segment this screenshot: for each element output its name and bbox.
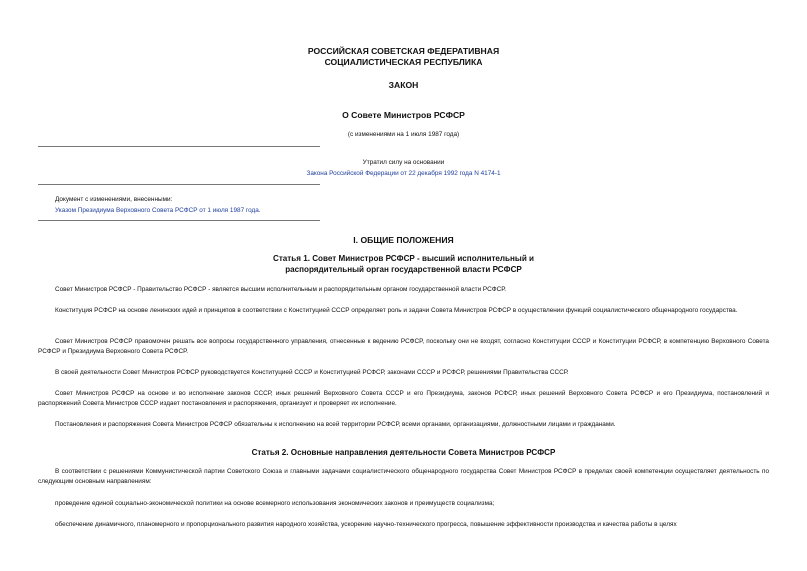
amendments-note: (с изменениями на 1 июля 1987 года): [347, 131, 460, 138]
article1-paragraph: Совет Министров РСФСР - Правительство РСФСР - является высшим исполнительным и распорядительным органом государственной власти РСФСР.: [55, 286, 507, 293]
article1-title-line2: распорядительный орган государственной власти РСФСР: [285, 265, 522, 274]
article2-paragraph: В соответствии с решениями Коммунистической партии Советского Союза и главными задачами социалистического общенародного государства Совет Министров РСФСР в пределах своей компетенции осуществляет деятельность по следующим основным направлениям:: [38, 468, 769, 485]
lost-force-note: Утратил силу на основании: [362, 159, 445, 166]
divider-changes-top: [38, 184, 320, 185]
state-name-line1: РОССИЙСКАЯ СОВЕТСКАЯ ФЕДЕРАТИВНАЯ: [307, 46, 500, 56]
article2-paragraph: проведение единой социально-экономической политики на основе всемерного использования экономических законов и преимуществ социализма;: [55, 500, 495, 507]
article1-paragraph: Совет Министров РСФСР на основе и во исполнение законов СССР, иных решений Верховного Совета СССР и его Президиума, законов РСФСР, иных решений Верховного Совета РСФСР и его Президиума, постановлений и распоряжений Совета Министров СССР издает постановления и распоряжения, организует и проверяет их исполнение.: [38, 390, 769, 407]
document-title: О Совете Министров РСФСР: [342, 110, 465, 120]
divider-top: [38, 146, 320, 147]
changes-decree-link[interactable]: Указом Президиума Верховного Совета РСФСР от 1 июля 1987 года.: [55, 207, 261, 214]
article2-title: Статья 2. Основные направления деятельности Совета Министров РСФСР: [251, 448, 556, 457]
divider-changes-bottom: [38, 220, 320, 221]
repeal-basis-link[interactable]: Закона Российской Федерации от 22 декабря 1992 года N 4174-1: [306, 170, 501, 177]
state-name-line2: СОЦИАЛИСТИЧЕСКАЯ РЕСПУБЛИКА: [324, 57, 483, 67]
section-title: I. ОБЩИЕ ПОЛОЖЕНИЯ: [353, 235, 454, 245]
article2-paragraph: обеспечение динамичного, планомерного и пропорционального развития народного хозяйства, ускорение научно-технического прогресса, повышение эффективности производства и качества работы в целях: [55, 521, 677, 528]
changes-label: Документ с изменениями, внесенными:: [55, 196, 173, 203]
article1-paragraph: Совет Министров РСФСР правомочен решать все вопросы государственного управления, отнесенные к ведению РСФСР, поскольку они не входят, согласно Конституции СССР и Конституции РСФСР, в компетенцию Верховного Совета РСФСР и Президиума Верховного Совета РСФСР.: [38, 338, 769, 355]
article1-paragraph: Конституция РСФСР на основе ленинских идей и принципов в соответствии с Конституцией СССР определяет роль и задачи Совета Министров РСФСР в осуществлении функций социалистического общенародного государства.: [55, 307, 738, 314]
article1-title-line1: Статья 1. Совет Министров РСФСР - высший исполнительный и: [272, 254, 535, 263]
article1-paragraph: Постановления и распоряжения Совета Министров РСФСР обязательны к исполнению на всей территории РСФСР, всеми органами, организациями, должностными лицами и гражданами.: [55, 421, 616, 428]
document-type: ЗАКОН: [388, 80, 419, 90]
article1-paragraph: В своей деятельности Совет Министров РСФСР руководствуется Конституцией СССР и Конституцией РСФСР, законами СССР и РСФСР, решениями Правительства СССР.: [55, 369, 569, 376]
